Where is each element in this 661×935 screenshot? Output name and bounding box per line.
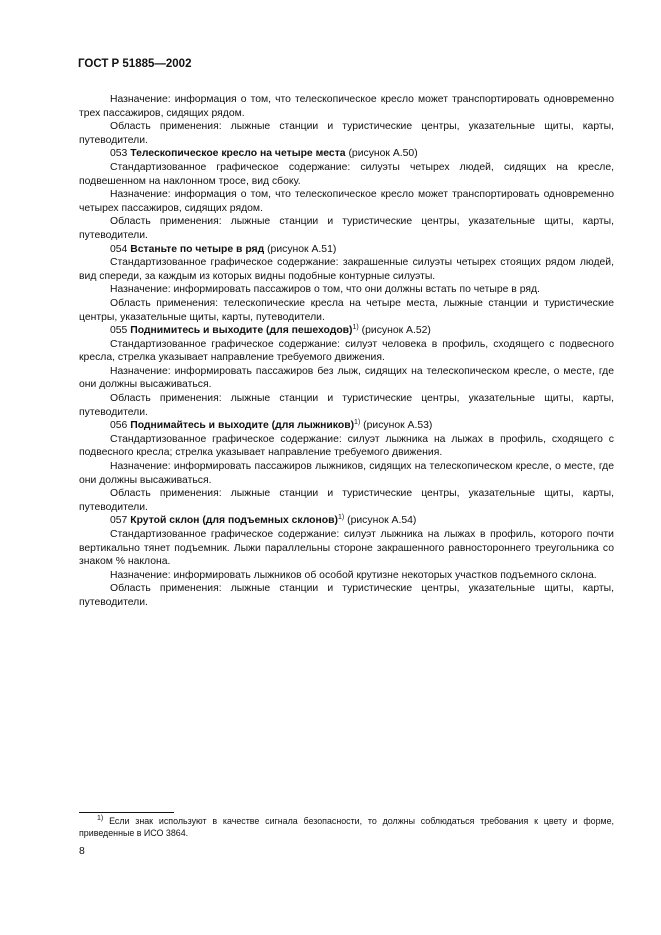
figure-reference: (рисунок А.54) xyxy=(347,515,417,527)
body-paragraph: Стандартизованное графическое содержание: силуэт лыжника на лыжах в профиль, которого почти вертикально тянет подъемник. Лыжи параллельны стороне закрашенного равностороннего треугольника со знаком % наклона. xyxy=(79,529,614,568)
footnote-marker: 1) xyxy=(97,815,104,822)
body-paragraph: Стандартизованное графическое содержание: силуэты четырех людей, сидящих на кресле, подвешенном на наклонном тросе, вид сбоку. xyxy=(79,161,614,187)
figure-reference: (рисунок А.52) xyxy=(361,325,431,337)
footnote-text xyxy=(79,815,614,839)
section-title: Поднимитесь и выходите (для пешеходов) xyxy=(130,325,353,337)
body-paragraph: Область применения: лыжные станции и туристические центры, указательные щиты, карты, путеводители. xyxy=(79,583,614,608)
document-header: ГОСТ Р 51885—2002 xyxy=(78,58,192,70)
body-paragraph: Назначение: информировать пассажиров лыжников, сидящих на телескопическом кресле, о месте, где они должны высаживаться. xyxy=(79,461,614,486)
section-title: Поднимайтесь и выходите (для лыжников) xyxy=(130,420,355,432)
figure-reference: (рисунок А.50) xyxy=(348,148,418,160)
figure-reference: (рисунок А.53) xyxy=(363,420,433,432)
footnote-divider xyxy=(79,812,174,813)
body-paragraph: Область применения: лыжные станции и туристические центры, указательные щиты, карты, путеводители. xyxy=(79,393,614,418)
section-number: 053 xyxy=(110,148,128,160)
body-paragraph: Назначение: информация о том, что телескопическое кресло может транспортировать одновременно трех пассажиров, сидящих рядом. xyxy=(79,94,614,119)
footnote-reference: 1) xyxy=(352,324,359,332)
section-number: 054 xyxy=(110,243,128,255)
section-title: Встаньте по четыре в ряд xyxy=(130,243,265,255)
body-paragraph: Область применения: лыжные станции и туристические центры, указательные щиты, карты, путеводители. xyxy=(79,216,614,241)
section-number: 055 xyxy=(110,325,128,337)
body-paragraph: Стандартизованное графическое содержание: силуэт лыжника на лыжах в профиль, сходящего с подвесного кресла; стрелка указывает направление требуемого движения. xyxy=(79,433,614,459)
body-paragraph: Назначение: информировать лыжников об особой крутизне некоторых участков подъемного склона. xyxy=(110,569,597,581)
body-paragraph: Назначение: информировать пассажиров без лыж, сидящих на телескопическом кресле, о месте, где они должны высаживаться. xyxy=(79,365,614,391)
section-heading xyxy=(79,419,614,433)
section-number: 057 xyxy=(110,515,128,527)
section-number: 056 xyxy=(110,420,128,432)
document-body xyxy=(79,93,614,610)
section-heading xyxy=(79,514,614,528)
section-heading xyxy=(79,324,614,338)
body-paragraph: Область применения: лыжные станции и туристические центры, указательные щиты, карты, путеводители. xyxy=(79,488,614,513)
figure-reference: (рисунок А.51) xyxy=(267,243,337,255)
section-heading xyxy=(79,147,614,161)
body-paragraph: Область применения: лыжные станции и туристические центры, указательные щиты, карты, путеводители. xyxy=(79,121,614,146)
section-heading xyxy=(79,243,614,257)
footnote-body: Если знак используют в качестве сигнала безопасности, то должны соблюдаться требования к цвету и форме, приведенные в ИСО 3864. xyxy=(79,816,615,838)
footnote-reference: 1) xyxy=(354,419,361,427)
section-title: Телескопическое кресло на четыре места xyxy=(130,148,346,160)
footnote-reference: 1) xyxy=(338,514,345,522)
section-title: Крутой склон (для подъемных склонов) xyxy=(130,515,339,527)
body-paragraph: Назначение: информировать пассажиров о том, что они должны встать по четыре в ряд. xyxy=(110,284,540,296)
body-paragraph: Стандартизованное графическое содержание: закрашенные силуэты четырех стоящих рядом людей, вид спереди, за каждым из которых видны подобные контурные силуэты. xyxy=(79,257,614,282)
footnote xyxy=(79,815,614,839)
body-paragraph: Область применения: телескопические кресла на четыре места, лыжные станции и туристические центры, указательные щиты, карты, путеводители. xyxy=(79,297,614,323)
page-number: 8 xyxy=(79,846,85,857)
body-paragraph: Стандартизованное графическое содержание: силуэт человека в профиль, сходящего с подвесного кресла, стрелка указывает направление требуемого движения. xyxy=(79,338,614,364)
body-paragraph: Назначение: информация о том, что телескопическое кресло может транспортировать одновременно четырех пассажиров, сидящих рядом. xyxy=(79,189,614,214)
